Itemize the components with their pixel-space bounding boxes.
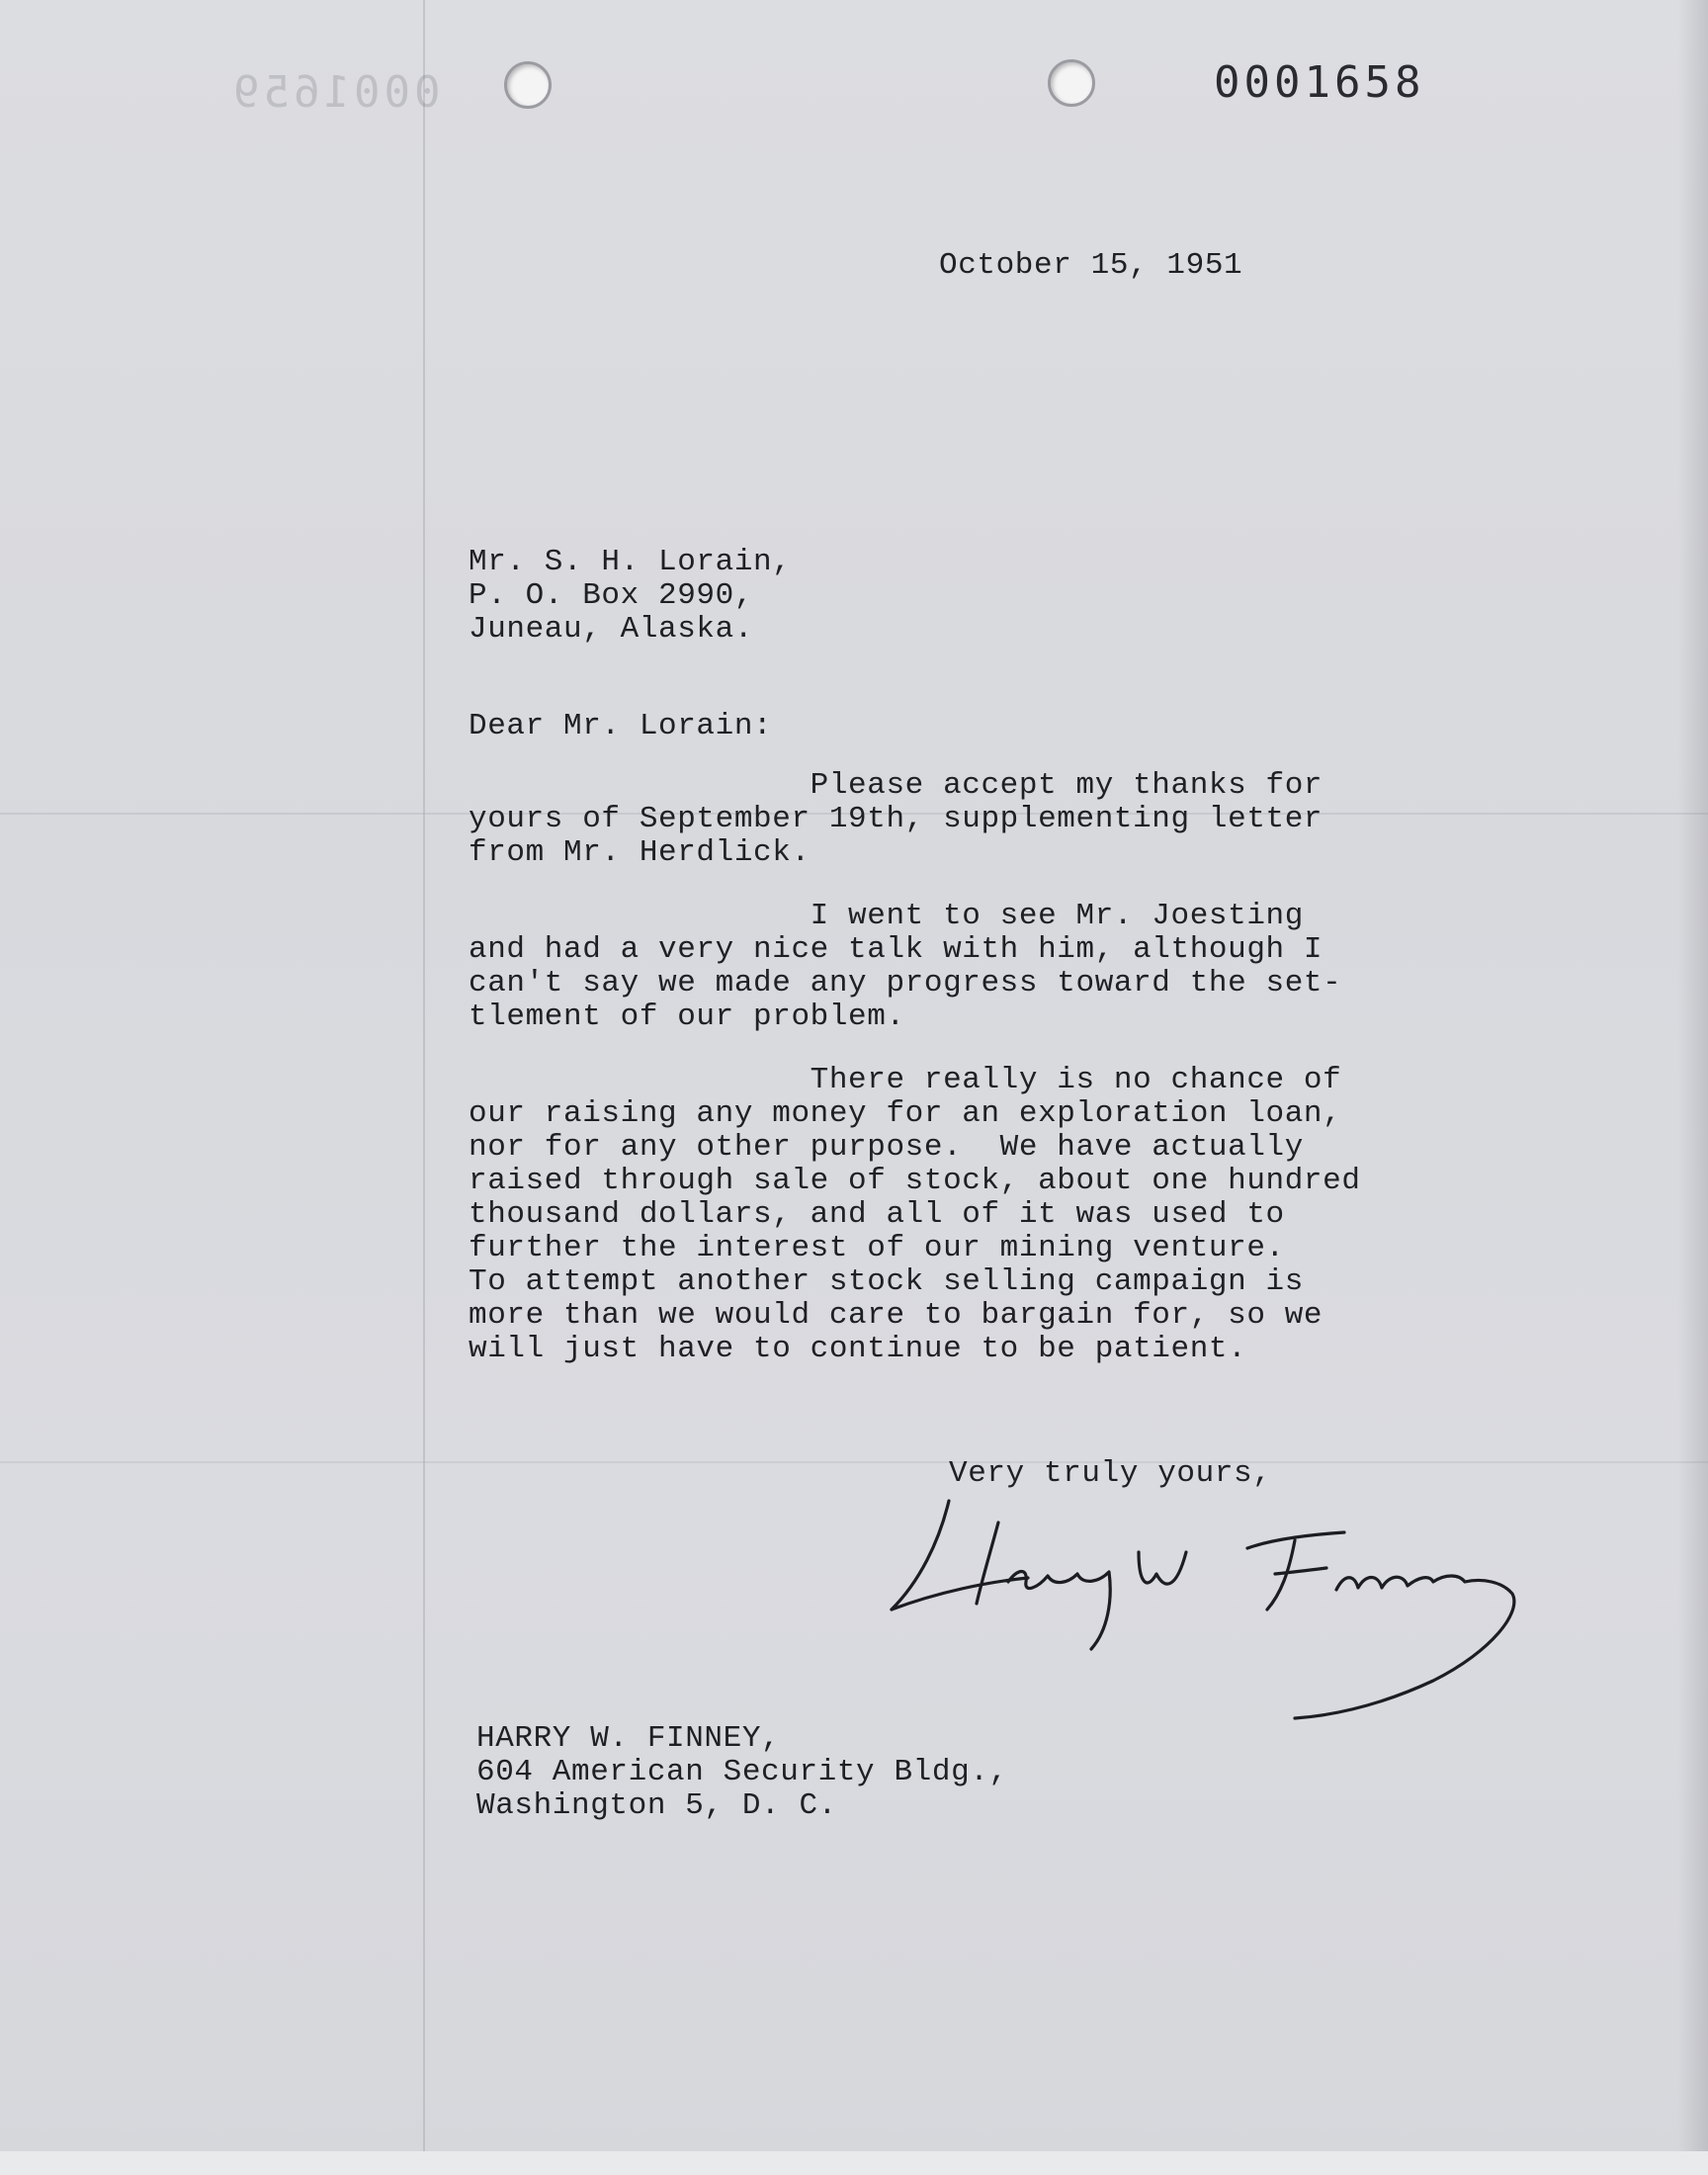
paragraph-line: thousand dollars, and all of it was used to (469, 1197, 1285, 1232)
paragraph-line: tlement of our problem. (469, 1000, 905, 1034)
paragraph-2 (469, 900, 1341, 1034)
recipient-address (469, 546, 791, 647)
paragraph-line: will just have to continue to be patient. (469, 1332, 1247, 1366)
paragraph-line: nor for any other purpose. We have actually (469, 1130, 1304, 1165)
sender-name: HARRY W. FINNEY, (476, 1721, 781, 1756)
page-bottom-edge (0, 2151, 1708, 2175)
paragraph-line: can't say we made any progress toward the set- (469, 966, 1342, 1000)
paragraph-3 (469, 1064, 1361, 1366)
fold-line-horizontal (0, 1461, 1708, 1463)
doc-number-stamp: 0001658 (1214, 57, 1425, 108)
recipient-line: Mr. S. H. Lorain, (469, 545, 792, 579)
paragraph-line: yours of September 19th, supplementing letter (469, 802, 1324, 836)
paragraph-1 (469, 769, 1323, 870)
handwritten-signature (880, 1483, 1572, 1720)
paragraph-line: raised through sale of stock, about one hundred (469, 1164, 1361, 1198)
closing: Very truly yours, (949, 1456, 1272, 1491)
letter-date: October 15, 1951 (939, 248, 1243, 283)
paragraph-line: further the interest of our mining venture. (469, 1231, 1285, 1265)
paragraph-line: There really is no chance of (469, 1063, 1342, 1097)
paragraph-line: and had a very nice talk with him, although I (469, 932, 1324, 967)
paragraph-line: from Mr. Herdlick. (469, 835, 811, 870)
paragraph-line: our raising any money for an exploration loan, (469, 1096, 1342, 1131)
salutation: Dear Mr. Lorain: (469, 709, 773, 743)
fold-line-vertical (423, 0, 425, 2175)
paragraph-line: Please accept my thanks for (469, 768, 1324, 803)
punch-hole-right (1048, 59, 1095, 107)
sender-address-line: 604 American Security Bldg., (476, 1755, 1008, 1789)
paragraph-line: more than we would care to bargain for, so we (469, 1298, 1324, 1333)
punch-hole-left (504, 61, 552, 109)
recipient-line: Juneau, Alaska. (469, 612, 754, 647)
doc-number-bleed-through: 0001659 (229, 67, 441, 118)
recipient-line: P. O. Box 2990, (469, 578, 754, 613)
sender-address-line: Washington 5, D. C. (476, 1788, 837, 1823)
sender-block (476, 1722, 1008, 1823)
page-edge-shadow (1678, 0, 1708, 2175)
paragraph-line: I went to see Mr. Joesting (469, 899, 1304, 933)
paragraph-line: To attempt another stock selling campaign is (469, 1264, 1304, 1299)
